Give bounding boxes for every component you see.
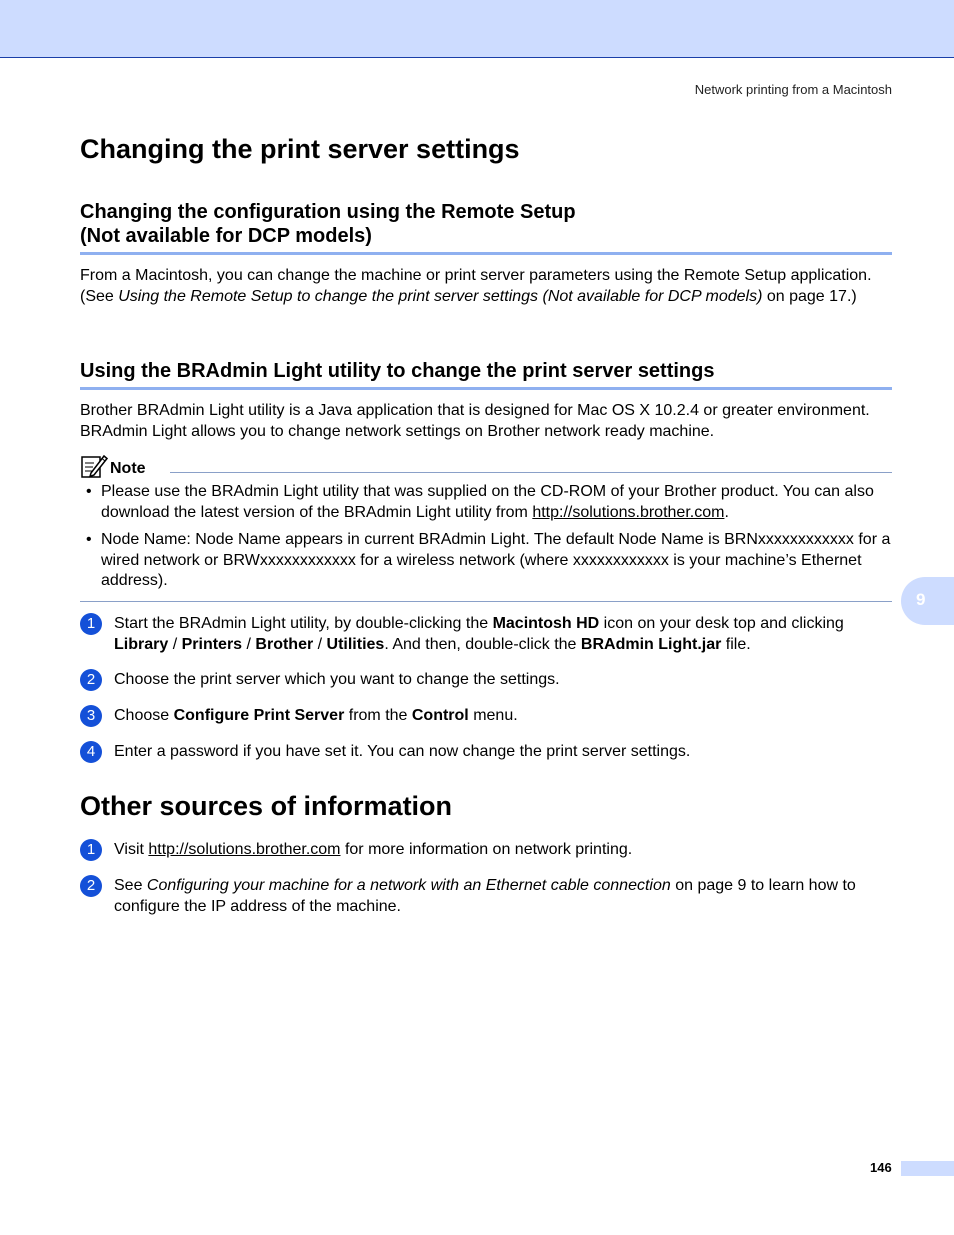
- note-header: [80, 453, 892, 479]
- running-header: Network printing from a Macintosh: [694, 82, 892, 97]
- other-step-2: 2 See Configuring your machine for a network with an Ethernet cable connection on page 9 to learn how to configure the IP address of the machine.: [80, 876, 892, 917]
- step-number-badge: 1: [80, 839, 102, 861]
- page-number: 146: [870, 1160, 892, 1175]
- bullet-symbol: •: [86, 483, 92, 500]
- section-title-changing-settings: Changing the print server settings: [80, 134, 520, 164]
- note-pencil-icon: [80, 453, 108, 479]
- top-header-band: [0, 0, 954, 58]
- subsection-title-line1: Changing the configuration using the Remote Setup: [80, 201, 576, 223]
- subsection-title-line2: (Not available for DCP models): [80, 225, 372, 247]
- note-bullet-2: • Node Name: Node Name appears in current BRAdmin Light. The default Node Name is BRNxxxxxxxxxxxx for a wired network or BRWxxxxxxxxxxxx for a wireless network (where xxxxxxxxxxxx is your machine’s Ethernet address).: [86, 531, 891, 589]
- step-1: 1 Start the BRAdmin Light utility, by double-clicking the Macintosh HD icon on your desk top and clicking Library / Printers / Brother / Utilities. And then, double-click the BRAdmin Light.jar file.: [80, 614, 892, 655]
- step-number-badge: 1: [80, 613, 102, 635]
- chapter-tab: [901, 577, 954, 625]
- note-divider: [170, 472, 892, 473]
- subsection-title-bradmin: Using the BRAdmin Light utility to change the print server settings: [80, 359, 892, 390]
- bullet-symbol: •: [86, 531, 92, 548]
- step-number-badge: 2: [80, 875, 102, 897]
- solutions-link[interactable]: http://solutions.brother.com: [532, 503, 725, 521]
- remote-setup-reference: Using the Remote Setup to change the print server settings (Not available for DCP models): [118, 287, 763, 305]
- step-2: 2 Choose the print server which you want to change the settings.: [80, 670, 892, 691]
- section-title-other-sources: Other sources of information: [80, 791, 453, 821]
- step-4: 4 Enter a password if you have set it. You can now change the print server settings.: [80, 742, 892, 763]
- note-bullet-1: • Please use the BRAdmin Light utility that was supplied on the CD-ROM of your Brother product. You can also download the latest version of the BRAdmin Light utility from http://solutions.brother.com.: [86, 483, 874, 521]
- bradmin-paragraph: Brother BRAdmin Light utility is a Java application that is designed for Mac OS X 10.2.4 or greater environment. BRAdmin Light allows you to change network settings on Brother network ready machine.: [80, 402, 870, 440]
- footer-bar: [901, 1161, 954, 1176]
- ethernet-config-reference: Configuring your machine for a network with an Ethernet cable connection: [146, 877, 671, 894]
- step-number-badge: 2: [80, 669, 102, 691]
- step-number-badge: 3: [80, 705, 102, 727]
- note-label: Note: [110, 460, 146, 477]
- other-step-1: 1 Visit http://solutions.brother.com for more information on network printing.: [80, 840, 892, 861]
- chapter-number: 9: [916, 590, 926, 609]
- note-end-divider: [80, 601, 892, 602]
- step-number-badge: 4: [80, 741, 102, 763]
- solutions-link[interactable]: http://solutions.brother.com: [148, 841, 341, 858]
- remote-setup-paragraph: From a Macintosh, you can change the machine or print server parameters using the Remote Setup application. (See Using the Remote Setup to change the print server settings (Not available for DCP models) on page 17.): [80, 267, 872, 305]
- step-3: 3 Choose Configure Print Server from the Control menu.: [80, 706, 892, 727]
- subsection-title-remote-setup: [80, 200, 892, 255]
